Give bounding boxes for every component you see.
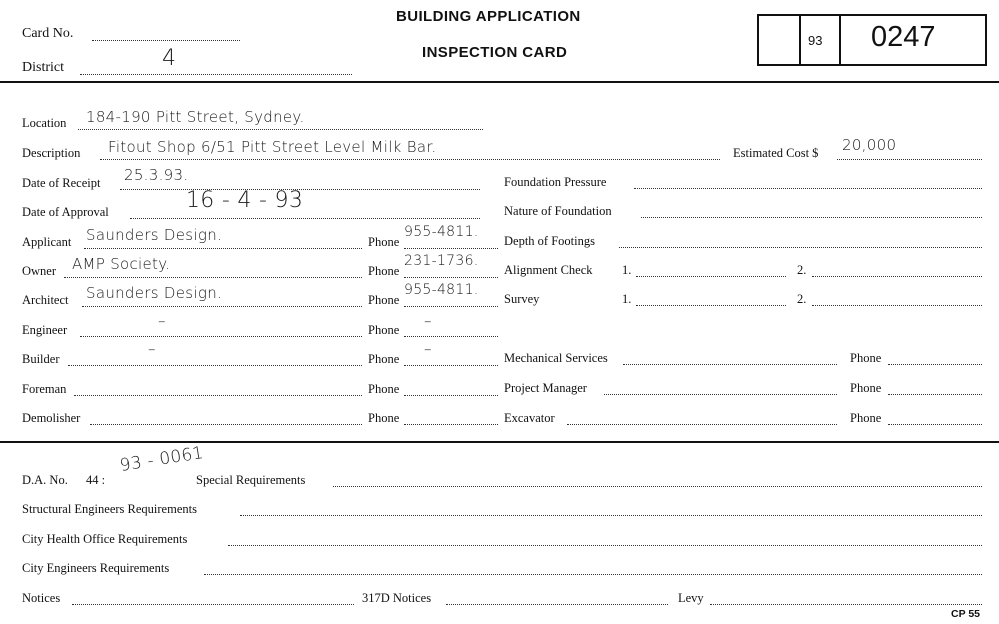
structural-engineers-label: Structural Engineers Requirements <box>22 502 197 516</box>
excavator-label: Excavator <box>504 411 555 425</box>
survey-field-1[interactable] <box>636 305 786 306</box>
location-value: 184-190 Pitt Street, Sydney. <box>86 108 305 126</box>
city-health-field[interactable] <box>228 545 982 546</box>
title-line-1: BUILDING APPLICATION <box>396 8 581 25</box>
card-number-box <box>757 14 987 66</box>
project-manager-field[interactable] <box>604 394 837 395</box>
architect-phone-value: 955-4811. <box>404 282 479 298</box>
builder-phone-field[interactable] <box>404 365 498 366</box>
survey-num-1: 1. <box>622 292 632 306</box>
depth-of-footings-label: Depth of Footings <box>504 234 595 248</box>
alignment-check-label: Alignment Check <box>504 263 593 277</box>
applicant-phone-label: Phone <box>368 235 400 249</box>
architect-phone-field[interactable] <box>404 306 498 307</box>
architect-phone-label: Phone <box>368 293 400 307</box>
mechanical-services-label: Mechanical Services <box>504 351 608 365</box>
box-number: 0247 <box>871 21 936 53</box>
foreman-label: Foreman <box>22 382 67 396</box>
card-no-label: Card No. <box>22 26 74 41</box>
demolisher-label: Demolisher <box>22 411 81 425</box>
survey-field-2[interactable] <box>812 305 982 306</box>
owner-field[interactable] <box>64 277 362 278</box>
mechanical-phone-field[interactable] <box>888 364 982 365</box>
notices-label: Notices <box>22 591 61 605</box>
applicant-phone-field[interactable] <box>404 248 498 249</box>
section-divider <box>0 441 999 443</box>
date-of-approval-label: Date of Approval <box>22 205 109 219</box>
engineer-phone-label: Phone <box>368 323 400 337</box>
notices-317d-label: 317D Notices <box>362 591 432 605</box>
mechanical-services-field[interactable] <box>623 364 837 365</box>
engineer-label: Engineer <box>22 323 68 337</box>
location-field[interactable] <box>78 129 483 130</box>
box-year: 93 <box>808 33 823 48</box>
applicant-phone-value: 955-4811. <box>404 224 479 240</box>
levy-label: Levy <box>678 591 704 605</box>
excavator-phone-field[interactable] <box>888 424 982 425</box>
project-manager-label: Project Manager <box>504 381 587 395</box>
architect-value: Saunders Design. <box>86 284 223 302</box>
header-divider <box>0 81 999 83</box>
builder-phone-label: Phone <box>368 352 400 366</box>
builder-label: Builder <box>22 352 60 366</box>
description-label: Description <box>22 146 81 160</box>
owner-phone-value: 231-1736. <box>404 253 479 269</box>
levy-field[interactable] <box>710 604 982 605</box>
excavator-field[interactable] <box>567 424 837 425</box>
card-no-field[interactable] <box>92 40 240 41</box>
date-of-approval-value: 16 - 4 - 93 <box>186 188 304 213</box>
demolisher-phone-label: Phone <box>368 411 400 425</box>
city-engineers-label: City Engineers Requirements <box>22 561 170 575</box>
applicant-field[interactable] <box>84 248 362 249</box>
owner-value: AMP Society. <box>72 255 171 273</box>
estimated-cost-value: 20,000 <box>842 136 897 154</box>
alignment-check-num-2: 2. <box>797 263 807 277</box>
nature-of-foundation-field[interactable] <box>641 217 982 218</box>
owner-phone-field[interactable] <box>404 277 498 278</box>
date-of-approval-field[interactable] <box>130 218 480 219</box>
owner-phone-label: Phone <box>368 264 400 278</box>
alignment-check-num-1: 1. <box>622 263 632 277</box>
date-of-receipt-label: Date of Receipt <box>22 176 101 190</box>
survey-num-2: 2. <box>797 292 807 306</box>
demolisher-field[interactable] <box>90 424 362 425</box>
city-engineers-field[interactable] <box>204 574 982 575</box>
architect-label: Architect <box>22 293 69 307</box>
district-value: 4 <box>162 46 177 71</box>
nature-of-foundation-label: Nature of Foundation <box>504 204 612 218</box>
district-label: District <box>22 60 64 75</box>
alignment-check-field-2[interactable] <box>812 276 982 277</box>
foreman-phone-field[interactable] <box>404 395 498 396</box>
estimated-cost-label: Estimated Cost $ <box>733 146 819 160</box>
date-of-receipt-value: 25.3.93. <box>124 166 189 184</box>
survey-label: Survey <box>504 292 540 306</box>
demolisher-phone-field[interactable] <box>404 424 498 425</box>
engineer-value: – <box>158 312 166 330</box>
description-field[interactable] <box>100 159 720 160</box>
builder-phone-value: – <box>424 340 432 358</box>
da-value: 93 - 0061 <box>118 442 206 476</box>
notices-317d-field[interactable] <box>446 604 668 605</box>
builder-value: – <box>148 340 156 358</box>
engineer-phone-value: – <box>424 312 432 330</box>
structural-engineers-field[interactable] <box>240 515 982 516</box>
applicant-label: Applicant <box>22 235 72 249</box>
description-value: Fitout Shop 6/51 Pitt Street Level Milk Bar. <box>108 138 437 156</box>
estimated-cost-field[interactable] <box>837 159 982 160</box>
alignment-check-field-1[interactable] <box>636 276 786 277</box>
notices-field[interactable] <box>72 604 354 605</box>
engineer-phone-field[interactable] <box>404 336 498 337</box>
architect-field[interactable] <box>82 306 362 307</box>
location-label: Location <box>22 116 67 130</box>
form-code: CP 55 <box>951 608 980 620</box>
builder-field[interactable] <box>68 365 362 366</box>
foreman-field[interactable] <box>74 395 362 396</box>
da-prefix: 44 : <box>86 473 106 487</box>
da-no-label: D.A. No. <box>22 473 68 487</box>
box-empty-cell <box>759 16 801 64</box>
special-requirements-field[interactable] <box>333 486 982 487</box>
applicant-value: Saunders Design. <box>86 226 223 244</box>
excavator-phone-label: Phone <box>850 411 882 425</box>
project-manager-phone-field[interactable] <box>888 394 982 395</box>
mechanical-phone-label: Phone <box>850 351 882 365</box>
title-line-2: INSPECTION CARD <box>422 44 568 61</box>
city-health-label: City Health Office Requirements <box>22 532 188 546</box>
district-field[interactable] <box>80 74 352 75</box>
owner-label: Owner <box>22 264 57 278</box>
foundation-pressure-label: Foundation Pressure <box>504 175 607 189</box>
engineer-field[interactable] <box>80 336 362 337</box>
special-requirements-label: Special Requirements <box>196 473 306 487</box>
foreman-phone-label: Phone <box>368 382 400 396</box>
project-manager-phone-label: Phone <box>850 381 882 395</box>
foundation-pressure-field[interactable] <box>634 188 982 189</box>
depth-of-footings-field[interactable] <box>619 247 982 248</box>
box-year-cell <box>799 16 841 64</box>
